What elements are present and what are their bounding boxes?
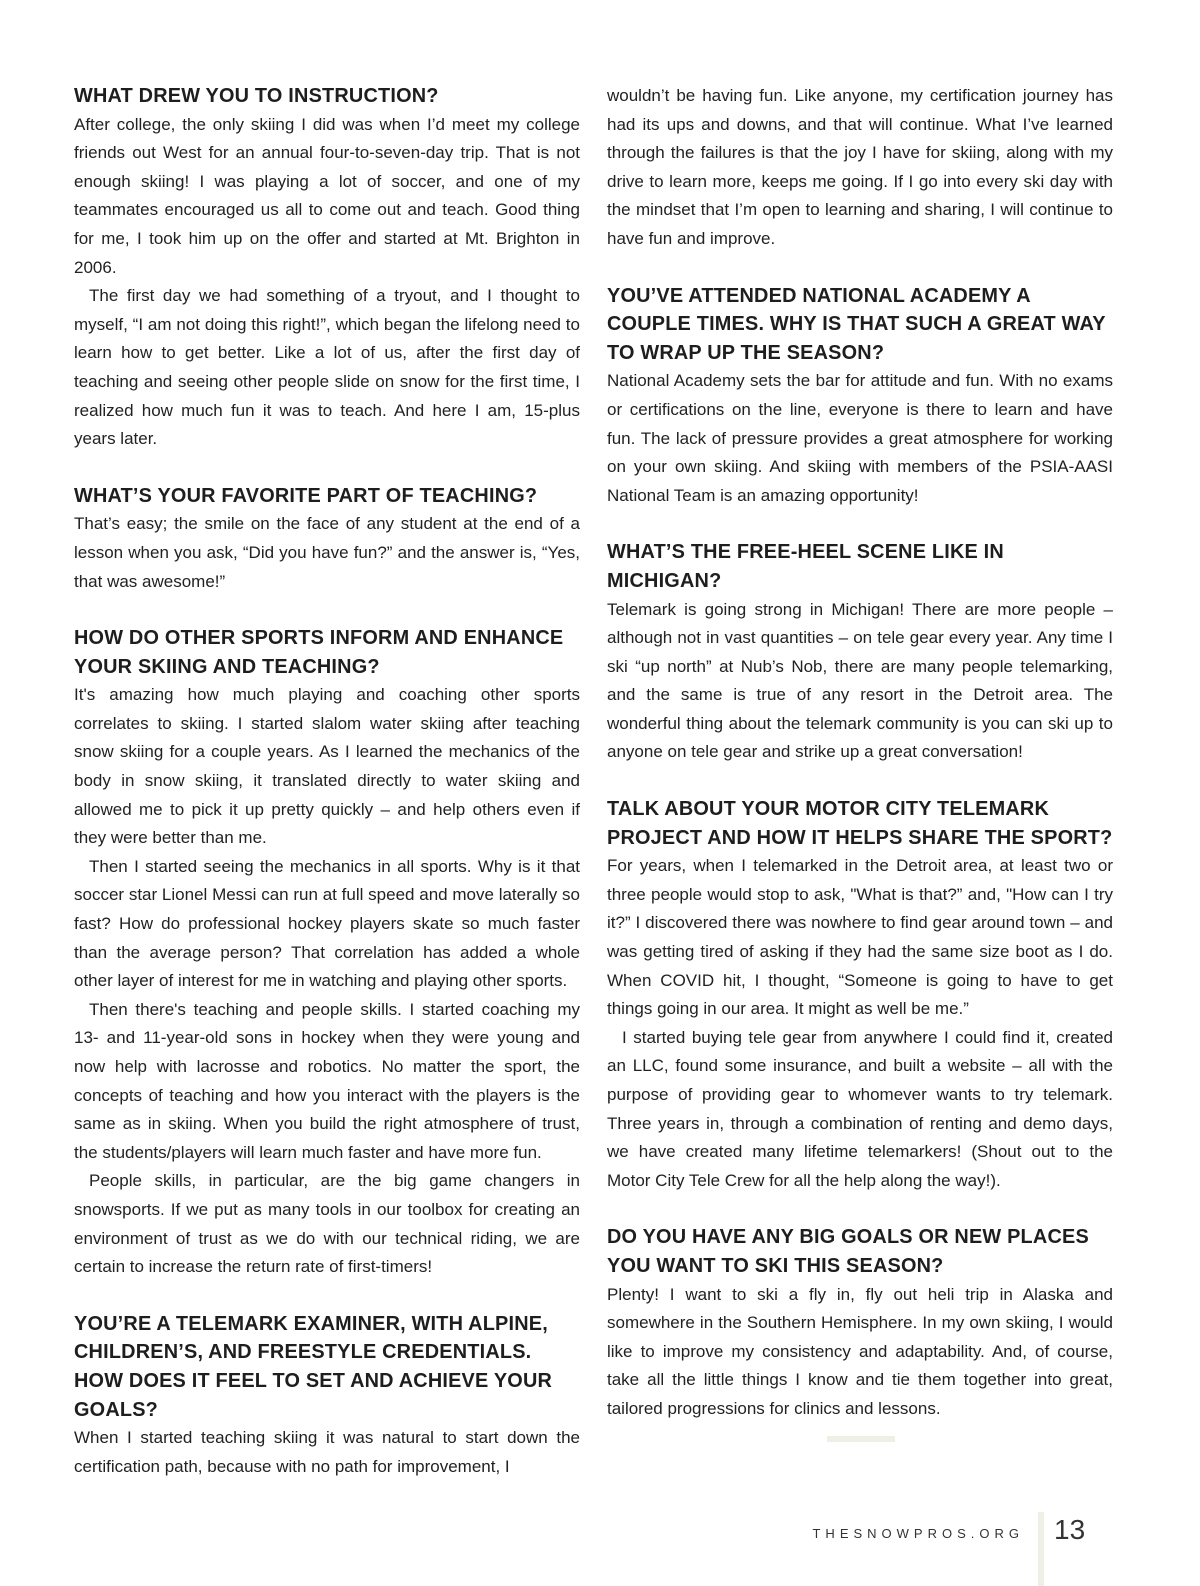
page-number: 13 [1054,1514,1086,1545]
paragraph: After college, the only skiing I did was when I’d meet my college friends out West for an annual four-to-seven-day trip. That is not enough skiing! I was playing a lot of soccer, and one of my teammates encouraged us all to come out and teach. Good thing for me, I took him up on the offer and started at Mt. Brighton in 2006. [74,114,580,277]
footer-divider [1038,1512,1044,1586]
section-heading: YOU’RE A TELEMARK EXAMINER, WITH ALPINE, CHILDREN’S, AND FREESTYLE CREDENTIALS. HOW DOES IT FEEL TO SET AND ACHIEVE YOUR GOALS? [74,1312,553,1421]
section-telemark-examiner [74,1310,580,1482]
paragraph: When I started teaching skiing it was natural to start down the certification path, because with no path for improvement, I [74,1428,580,1476]
paragraph: Telemark is going strong in Michigan! There are more people – although not in vast quantities – on tele gear every year. Any time I ski “up north” at Nub’s Nob, there are many people telemarking, and the same is true of any resort in the Detroit area. The wonderful thing about the telemark community is you can ski up to anyone on tele gear and strike up a great conversation! [607,599,1113,762]
section-big-goals [607,1223,1113,1423]
section-heading: HOW DO OTHER SPORTS INFORM AND ENHANCE YOUR SKIING AND TEACHING? [74,627,564,678]
paragraph: The first day we had something of a tryout, and I thought to myself, “I am not doing this right!”, which began the lifelong need to learn how to get better. Like a lot of us, after the first day of teaching and seeing other people slide on snow for the first time, I realized how much fun it was to teach. And here I am, 15-plus years later. [74,286,580,449]
paragraph: It's amazing how much playing and coaching other sports correlates to skiing. I started slalom water skiing after teaching snow skiing for a couple years. As I learned the mechanics of the body in snow skiing, it translated directly to water skiing and allowed me to pick it up pretty quickly – and help others even if they were better than me. [74,685,580,848]
section-heading: TALK ABOUT YOUR MOTOR CITY TELEMARK PROJECT AND HOW IT HELPS SHARE THE SPORT? [607,798,1113,849]
paragraph: That’s easy; the smile on the face of any student at the end of a lesson when you ask, “Did you have fun?” and the answer is, “Yes, that was awesome!” [74,514,580,591]
section-other-sports [74,624,580,1282]
paragraph: Then I started seeing the mechanics in all sports. Why is it that soccer star Lionel Messi can run at full speed and move laterally so fast? How do professional hockey players skate so much faster than the average person? That correlation has added a whole other layer of interest for me in watching and playing other sports. [74,856,580,991]
paragraph: Then there's teaching and people skills. I started coaching my 13- and 11-year-old sons in hockey when they were young and now help with lacrosse and robotics. No matter the sport, the concepts of teaching and how you interact with the players is the same as in skiing. When you build the right atmosphere of trust, the students/players will learn much faster and have more fun. [74,999,580,1162]
section-heading: WHAT DREW YOU TO INSTRUCTION? [74,85,439,107]
section-instruction [74,82,580,454]
section-heading: DO YOU HAVE ANY BIG GOALS OR NEW PLACES YOU WANT TO SKI THIS SEASON? [607,1226,1089,1277]
section-free-heel [607,538,1113,767]
left-column [74,82,580,1509]
section-motor-city [607,795,1113,1195]
paragraph: I started buying tele gear from anywhere I could find it, created an LLC, found some insurance, and built a website – all with the purpose of providing gear to whomever wants to try telemark. Three years in, through a combination of renting and demo days, we have created many lifetime telemarkers! (Shout out to the Motor City Tele Crew for all the help along the way!). [607,1027,1113,1190]
paragraph: People skills, in particular, are the big game changers in snowsports. If we put as many tools in our toolbox for creating an environment of trust as we do with our technical riding, we are certain to increase the return rate of first-timers! [74,1171,580,1277]
section-favorite-part [74,482,580,596]
section-heading: WHAT’S YOUR FAVORITE PART OF TEACHING? [74,484,538,507]
right-column [607,82,1113,1452]
section-continuation [607,82,1113,254]
section-heading: YOU’VE ATTENDED NATIONAL ACADEMY A COUPLE TIMES. WHY IS THAT SUCH A GREAT WAY TO WRAP UP THE SEASON? [607,284,1106,364]
decorative-accent-bar [827,1436,895,1442]
section-heading: WHAT’S THE FREE-HEEL SCENE LIKE IN MICHIGAN? [607,541,1004,592]
footer-site-url: THESNOWPROS.ORG [812,1526,1024,1541]
paragraph: Plenty! I want to ski a fly in, fly out heli trip in Alaska and somewhere in the Southern Hemisphere. In my own skiing, I would like to improve my consistency and adaptability. And, of course, take all the little things I know and tie them together into great, tailored progressions for clinics and lessons. [607,1284,1113,1418]
section-national-academy [607,282,1113,511]
paragraph: wouldn’t be having fun. Like anyone, my certification journey has had its ups and downs, and that will continue. What I’ve learned through the failures is that the joy I have for skiing, along with my drive to learn more, keeps me going. If I go into every ski day with the mindset that I’m open to learning and sharing, I will continue to have fun and improve. [607,86,1113,248]
paragraph: For years, when I telemarked in the Detroit area, at least two or three people would stop to ask, "What is that?” and, "How can I try it?” I discovered there was nowhere to find gear around town – and was getting tired of asking if they had the same size boot as I do. When COVID hit, I thought, “Someone is going to have to get things going in our area. It might as well be me.” [607,856,1113,1019]
paragraph: National Academy sets the bar for attitude and fun. With no exams or certifications on the line, everyone is there to learn and have fun. The lack of pressure provides a great atmosphere for working on your own skiing. And skiing with members of the PSIA-AASI National Team is an amazing opportunity! [607,371,1113,505]
